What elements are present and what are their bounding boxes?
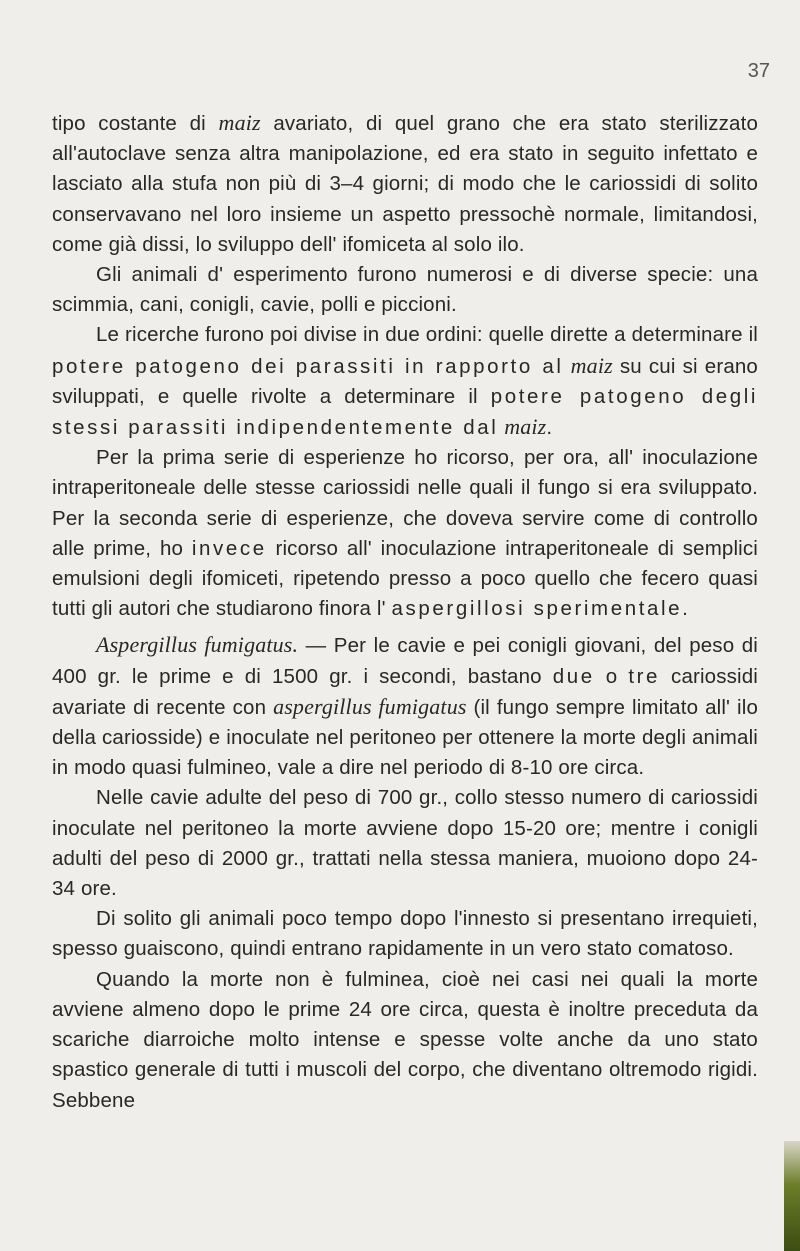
text-run: tipo costante di [52,112,219,135]
paragraph-5 [52,630,758,783]
spaced-emphasis: tre [628,664,661,688]
spaced-emphasis: potere patogeno degli stessi parassiti indipendentemente dal [52,384,759,440]
italic-term: maiz [570,352,613,378]
text-run: . [546,416,553,440]
text-run: avariato, di quel grano che era stato sterilizzato all'autoclave senza altra manipolazione, ed era stato in seguito infettato e lasciato alla stufa non più di 3–4 giorni; di modo che le cariossidi di solito conservavano nel loro insieme un aspetto pressochè normale, limitandosi, come già dissi, lo sviluppo dell' ifomiceta al solo ilo. [52,112,758,256]
text-run: Per la prima serie di esperienze ho ricorso, per ora, all' inoculazione intraperitoneale delle stesse cariossidi nelle quali il fungo si era sviluppato. Per la seconda serie di esperienze, che doveva servire come di controllo alle prime, ho [52,446,758,560]
spaced-emphasis: potere patogeno dei parassiti in rapporto al [52,354,564,378]
italic-term: maiz [218,110,261,135]
text-run: . [682,597,689,621]
spaced-emphasis: invece [191,536,267,560]
text-run: (il fungo sempre limitato all' ilo della cariosside) e inoculate nel peritoneo per ottenere la morte degli animali in modo quasi fulmineo, vale a dire nel periodo di 8-10 ore circa. [52,695,758,780]
italic-term: maiz [504,414,547,440]
page-number: 37 [747,60,770,82]
text-run: Le ricerche furono poi divise in due ordini: quelle dirette a determinare il [96,323,758,347]
paragraph-6: Nelle cavie adulte del peso di 700 gr., collo stesso numero di cariossidi inoculate nel peritoneo la morte avviene dopo 15-20 ore; mentre i conigli adulti del peso di 2000 gr., trattati nella stessa maniera, muoiono dopo 24-34 ore. [52,786,758,901]
text-run: o [594,664,629,688]
page-edge-mark [784,1141,800,1251]
body-text [52,108,758,1116]
text-run: su cui si erano sviluppati, e quelle rivolte a determinare il [52,354,758,408]
text-run: ricorso all' inoculazione intraperitoneale di semplici emulsioni degli ifomiceti, ripetendo presso a poco quello che fecero quasi tutti gli autori che studiarono finora l' [52,536,758,621]
paragraph-4 [52,443,758,624]
italic-term: aspergillus fumigatus [273,693,467,719]
spaced-emphasis: aspergillosi sperimentale [391,597,683,621]
text-run: cariossidi avariate di recente con [52,664,758,719]
spaced-emphasis: due [552,664,595,688]
text-run: — Per le cavie e pei conigli giovani, del peso di 400 gr. le prime e di 1500 gr. i secondi, bastano [52,634,758,688]
paragraph-3 [52,320,758,443]
paragraph-1 [52,108,758,260]
section-heading-italic: Aspergillus fumigatus. [96,632,299,658]
paragraph-8: Quando la morte non è fulminea, cioè nei casi nei quali la morte avviene almeno dopo le prime 24 ore circa, questa è inoltre preceduta da scariche diarroiche molto intense e spesse volte anche da uno stato spastico generale di tutti i muscoli del corpo, che diventano oltremodo rigidi. Sebbene [52,967,758,1112]
paragraph-7: Di solito gli animali poco tempo dopo l'innesto si presentano irrequieti, spesso guaiscono, quindi entrano rapidamente in un vero stato comatoso. [52,907,758,961]
paragraph-2: Gli animali d' esperimento furono numerosi e di diverse specie: una scimmia, cani, conigli, cavie, polli e piccioni. [52,263,758,317]
